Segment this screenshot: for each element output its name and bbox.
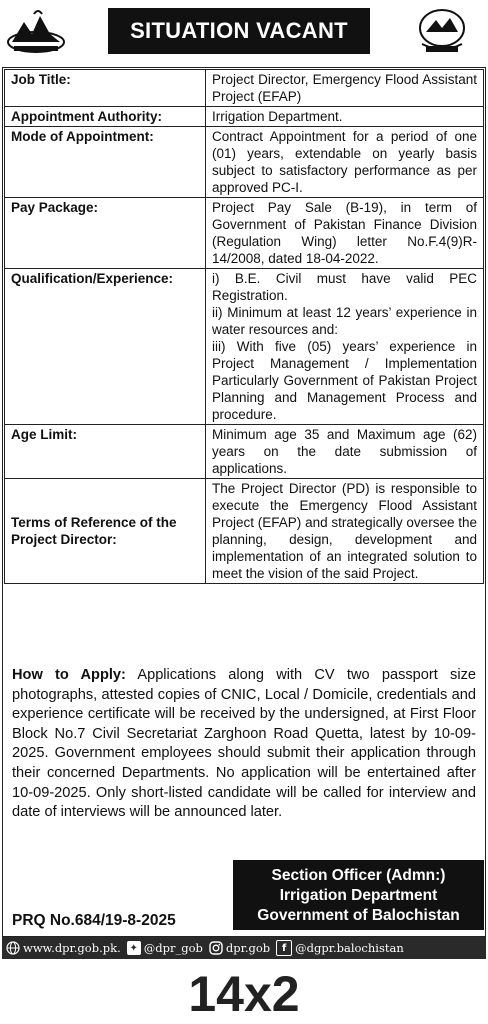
job-details-table — [4, 69, 484, 584]
row-label: Mode of Appointment: — [5, 127, 206, 198]
row-value: Project Director, Emergency Flood Assistant Project (EFAP) — [206, 70, 484, 107]
row-value: Project Pay Sale (B-19), in term of Government of Pakistan Finance Division (Regulation Wing) letter No.F.4(9)R-14/2008, dated 18-04-2022. — [206, 198, 484, 269]
website-link[interactable] — [6, 941, 121, 955]
website-text: www.dpr.gob.pk. — [23, 941, 121, 955]
row-label: Appointment Authority: — [5, 107, 206, 127]
table-row — [5, 107, 484, 127]
how-to-apply-text: Applications along with CV two passport size photographs, attested copies of CNIC, Local / Domicile, credentials and experience certificate will be received by the undersigned, at First Floor Block No.7 Civil Secretariat Zarghoon Road Quetta, latest by 10-09-2025. Government employees should submit their application through their concerned Departments. No application will be entertained after 10-09-2025. Only short-listed candidate will be called for interview and date of interviews will be announced later. — [12, 667, 477, 821]
row-value: Minimum age 35 and Maximum age (62) years on the date submission of applications. — [206, 425, 484, 479]
department-seal-icon — [412, 6, 472, 56]
facebook-text: @dgpr.balochistan — [295, 941, 404, 955]
row-label: Job Title: — [5, 70, 206, 107]
globe-icon — [6, 941, 20, 955]
instagram-text: dpr.gob — [225, 941, 271, 955]
row-label: Pay Package: — [5, 198, 206, 269]
table-row — [5, 269, 484, 425]
table-row — [5, 70, 484, 107]
qualification-line: iii) With five (05) years’ experience in Project Management / Implementation Particularly Government of Pakistan Project Planning and Management Process and procedure. — [212, 339, 477, 422]
header — [0, 0, 488, 62]
table-row — [5, 425, 484, 479]
instagram-link[interactable] — [209, 941, 270, 955]
social-footer — [2, 937, 486, 959]
table-row — [5, 479, 484, 584]
twitter-link[interactable] — [127, 941, 203, 955]
signatory-department: Irrigation Department — [279, 887, 438, 904]
qualification-line: i) B.E. Civil must have valid PEC Registration. — [212, 271, 477, 303]
table-row — [5, 198, 484, 269]
how-to-apply — [12, 666, 476, 823]
row-value: Contract Appointment for a period of one (01) years, extendable on yearly basis subject to satisfactory performance as per approved PC-I. — [206, 127, 484, 198]
signatory-government: Government of Balochistan — [257, 907, 460, 924]
facebook-icon: f — [276, 940, 292, 956]
twitter-icon: ✦ — [127, 941, 141, 955]
row-value: The Project Director (PD) is responsible to execute the Emergency Flood Assistant Project (EFAP) and strategically oversee the planning, design, development and implementation of an integrated solution to meet the vision of the said Project. — [206, 479, 484, 584]
prq-number: PRQ No.684/19-8-2025 — [12, 912, 176, 929]
row-label: Age Limit: — [5, 425, 206, 479]
row-value — [206, 269, 484, 425]
twitter-text: @dpr_gob — [143, 941, 203, 955]
row-value: Irrigation Department. — [206, 107, 484, 127]
balochistan-logo-icon — [6, 6, 66, 56]
how-to-apply-heading: How to Apply: — [12, 667, 126, 683]
instagram-icon — [209, 941, 223, 955]
page-title: SITUATION VACANT — [108, 8, 370, 54]
row-label: Qualification/Experience: — [5, 269, 206, 425]
qualification-line: ii) Minimum at least 12 years’ experience in water resources and: — [212, 305, 477, 337]
signatory-block — [233, 860, 484, 930]
ad-size-label: 14x2 — [188, 966, 300, 1022]
table-row — [5, 127, 484, 198]
row-label: Terms of Reference of the Project Director: — [5, 479, 206, 584]
facebook-link[interactable] — [276, 940, 404, 956]
signatory-title: Section Officer (Admn:) — [271, 867, 446, 884]
